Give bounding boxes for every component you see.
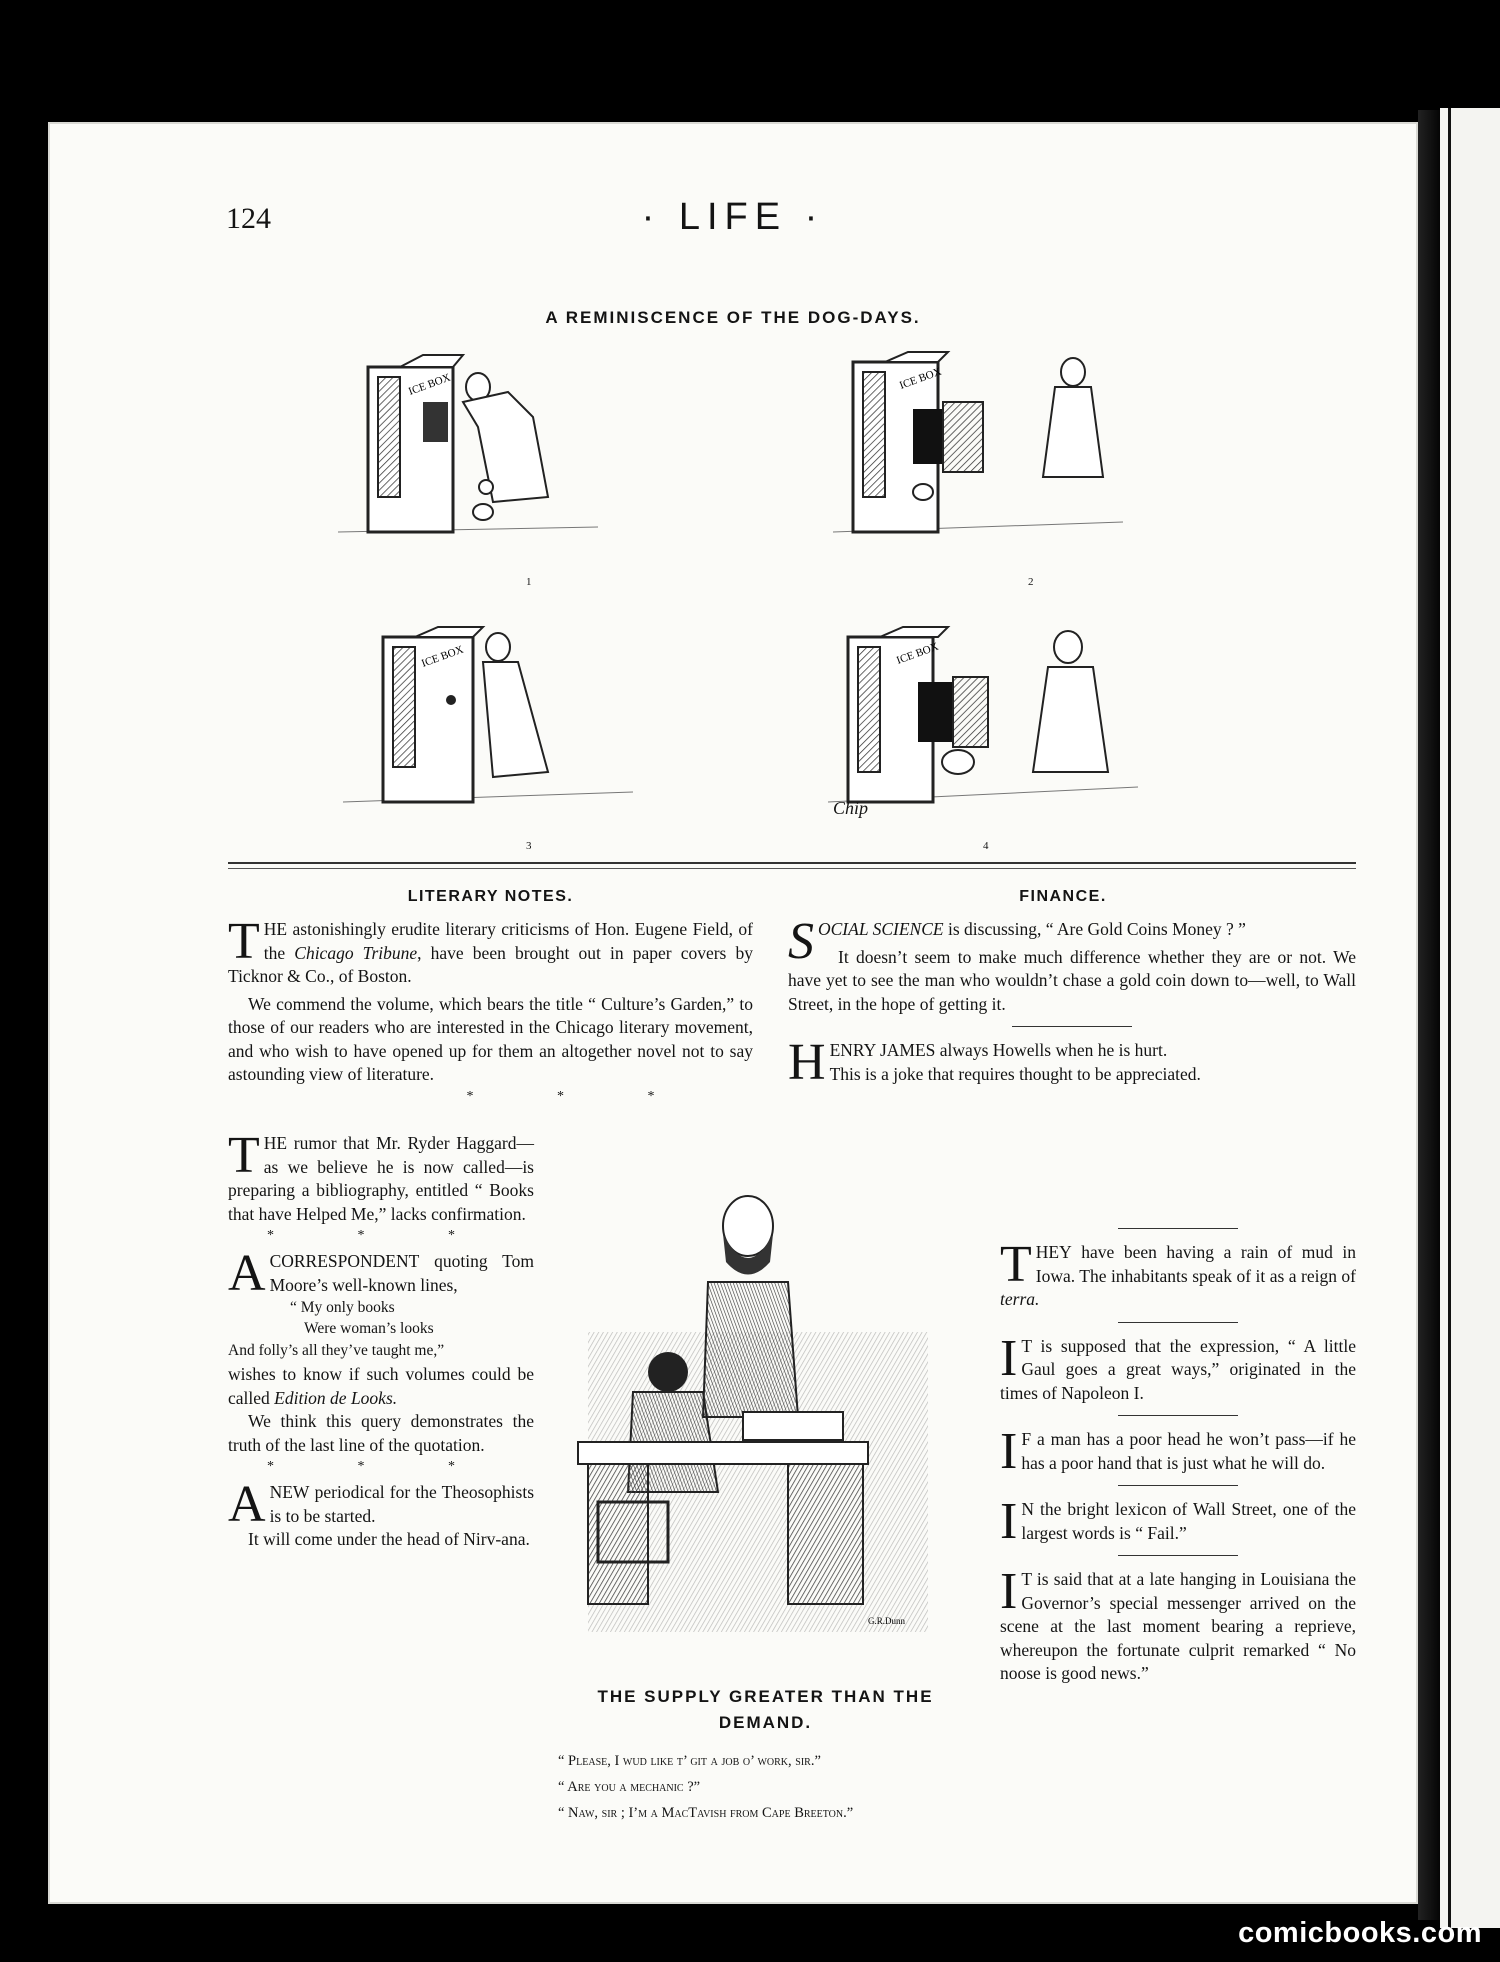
finance-column [788,913,1356,1091]
site-watermark: comicbooks.com [1238,1917,1482,1949]
literary-paragraph-1: THE astonishingly erudite literary criticisms of Hon. Eugene Field, of the Chicago Tribune, have been brought out in paper covers by Ticknor & Co., of Boston. [228,913,753,986]
drop-cap: I [1000,1493,1018,1550]
literary-paragraph-2: We commend the volume, which bears the title “ Culture’s Garden,” to those of our readers who are interested in the Chicago literary movement, and who wish to have opened up for them an altogether novel not to say astounding view of literature. [228,993,753,1084]
icebox-label: ICE BOX [419,643,466,670]
spine-shadow [1418,110,1440,1920]
panel-number-3: 3 [526,840,532,852]
drop-cap: H [788,1034,826,1091]
divider-rule [1118,1485,1238,1486]
illustration-caption [558,1748,1008,1826]
finance-paragraph-6: I F a man has a poor head he won’t pass—if he has a poor hand that is just what he will do. [1000,1423,1356,1480]
illustration-title: THE SUPPLY GREATER THAN THE DEMAND. [597,1687,934,1732]
divider-rule [1118,1228,1238,1229]
drop-cap: I [1000,1423,1018,1480]
section-divider-thin [228,868,1356,869]
cartoon-panel-1 [338,347,608,547]
finance-heading: FINANCE. [1019,888,1107,905]
literary-paragraph-3: THE rumor that Mr. Ryder Haggard—as we believe he is now called—is preparing a bibliography, entitled “ Books that have Helped Me,” lacks confirmation. [228,1127,534,1224]
section-divider [228,862,1356,864]
literary-paragraph-6: ANEW periodical for the Theosophists is to be started. [228,1476,534,1533]
drop-cap: T [1000,1236,1032,1293]
cartoonist-signature: Chip [833,798,869,818]
icebox-label: ICE BOX [406,371,453,398]
finance-paragraph-5: I T is supposed that the expression, “ A little Gaul goes a great ways,” originated in the times of Napoleon I. [1000,1329,1356,1403]
drop-cap: T [228,1127,260,1184]
panel-number-1: 1 [526,576,532,588]
divider-rule [1118,1555,1238,1556]
magazine-page [48,122,1418,1904]
caption-line-2: “ Are you a mechanic ?” [558,1779,701,1795]
drop-cap: A [228,1476,266,1533]
drop-cap: S [788,913,814,970]
literary-notes-column-lower [228,1127,534,1552]
finance-paragraph-3: HENRY JAMES always Howells when he is hurt. [788,1034,1168,1091]
verse-line-2: Were woman’s looks [304,1320,434,1337]
drop-cap: A [228,1245,266,1302]
masthead: · LIFE · [641,196,825,238]
finance-column-lower [1000,1228,1356,1686]
supply-demand-illustration [558,1162,958,1652]
verse-line-1: “ My only books [290,1299,395,1316]
cartoon-title: A REMINISCENCE OF THE DOG-DAYS. [545,308,921,327]
icebox-label: ICE BOX [894,640,941,667]
caption-line-3: “ Naw, sir ; I’m a MacTavish from Cape Breeton.” [558,1805,854,1821]
drop-cap: T [228,913,260,970]
divider-rule [1118,1415,1238,1416]
literary-paragraph-5: We think this query demonstrates the truth of the last line of the quotation. [228,1411,534,1455]
drop-cap: I [1000,1563,1018,1620]
separator-stars: * * * [267,1459,495,1474]
cartoon-panel-4 [828,622,1158,832]
verse-line-3: And folly’s all they’ve taught me,” [228,1342,445,1359]
literary-notes-heading: LITERARY NOTES. [407,888,574,905]
page-number: 124 [226,202,271,235]
icebox-label: ICE BOX [897,365,944,392]
literary-paragraph-7: It will come under the head of Nirv-ana. [248,1529,530,1549]
finance-paragraph-1: SOCIAL SCIENCE is discussing, “ Are Gold Coins Money ? ” [788,913,1246,970]
artist-signature: G.R.Dunn [868,1616,906,1626]
literary-notes-column [228,913,753,1111]
separator-stars: * * * [466,1088,695,1104]
caption-line-1: “ Please, I wud like t’ git a job o’ work, sir.” [558,1753,821,1769]
finance-paragraph-8: I T is said that at a late hanging in Louisiana the Governor’s special messenger arrived on the scene at the last moment bearing a reprieve, whereupon the fortunate culprit remarked “ No noose is good news.” [1000,1563,1356,1683]
cartoon-panel-3 [343,622,643,817]
divider-rule [1012,1026,1132,1027]
literary-paragraph-4b: wishes to know if such volumes could be called Edition de Looks. [228,1364,534,1408]
finance-paragraph-4: THEY have been having a rain of mud in Iowa. The inhabitants speak of it as a reign of terra. [1000,1236,1356,1309]
finance-paragraph-7: I N the bright lexicon of Wall Street, one of the largest words is “ Fail.” [1000,1493,1356,1550]
divider-rule [1118,1322,1238,1323]
facing-page-border [1448,108,1451,1928]
finance-paragraph-3b: This is a joke that requires thought to be appreciated. [829,1063,1201,1084]
finance-paragraph-2: It doesn’t seem to make much difference whether they are or not. We have yet to see the man who wouldn’t chase a gold coin down to—well, to Wall Street, in the hope of getting it. [788,946,1356,1014]
panel-number-2: 2 [1028,576,1034,588]
panel-number-4: 4 [983,840,989,852]
literary-paragraph-4: ACORRESPONDENT quoting Tom Moore’s well-known lines, [228,1245,534,1302]
drop-cap: I [1000,1329,1018,1387]
cartoon-panel-2 [833,347,1133,547]
separator-stars: * * * [267,1228,495,1243]
